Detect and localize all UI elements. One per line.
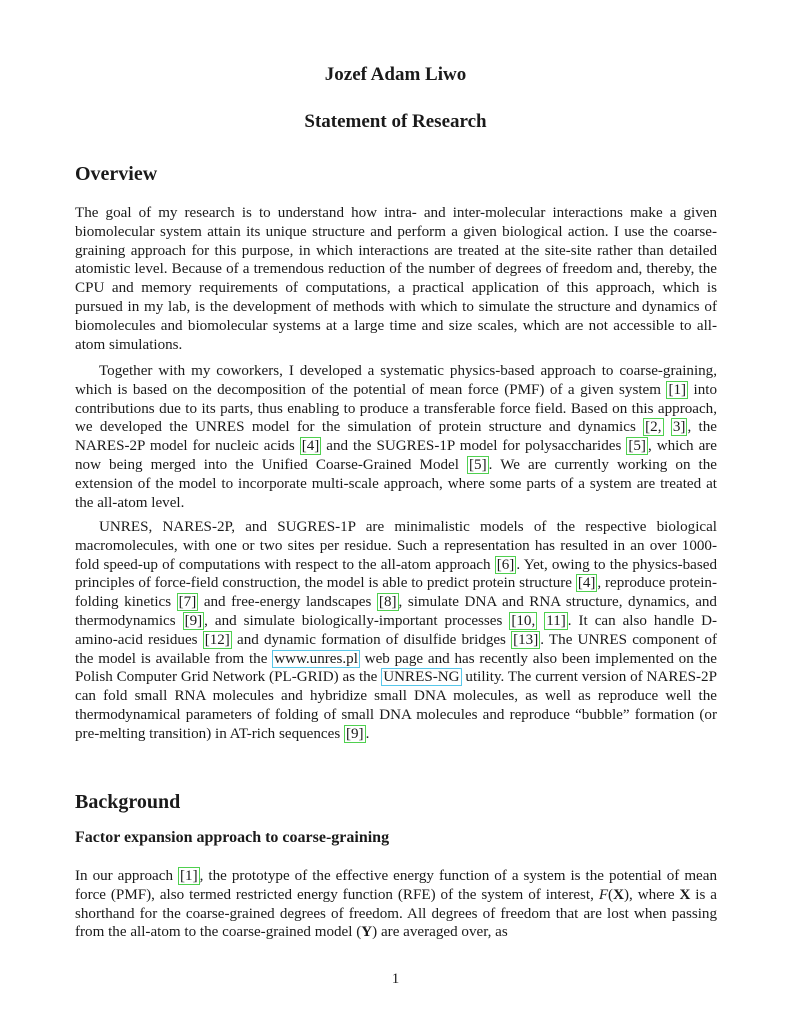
text-run: ), where [623, 886, 680, 903]
text-run: , and simulate biologically-important processes [204, 612, 510, 629]
text-run: , simulate DNA and RNA structure, dynamics, and thermodynamics [75, 594, 717, 629]
text-run: UNRES, NARES-2P, and SUGRES-1P are minimalistic models of the respective biological macromolecules, with one or two sites per residue. Such a representation has resulted in an over 1000-fold speed-up of computations with respect to the all-atom approach [75, 519, 717, 573]
text-run: ) are averaged over, as [372, 924, 508, 941]
paragraph-overview-3 [75, 518, 717, 744]
citation-link[interactable]: 3] [672, 419, 686, 436]
text-run: Together with my coworkers, I developed a systematic physics-based approach to coarse-graining, which is based on the decomposition of the potential of mean force (PMF) of a given system [75, 363, 717, 398]
citation-link[interactable]: [12] [204, 631, 230, 648]
citation-link[interactable]: 11] [546, 612, 566, 629]
paragraph-background-1 [75, 867, 717, 942]
citation-link[interactable]: [9] [345, 725, 364, 742]
text-run: In our approach [75, 868, 178, 884]
citation-link[interactable]: [5] [628, 438, 646, 455]
citation-link[interactable]: [2, [645, 419, 662, 436]
math-symbol-x: X [679, 886, 691, 903]
text-run: . We are currently working on the extension of the model to incorporate multi-scale approach, where some parts of a system are treated at the all-atom level. [75, 456, 717, 511]
text-run: , reproduce protein-folding kinetics [75, 575, 717, 611]
text-run: utility. The current version of NARES-2P can fold small RNA molecules and hybridize small DNA molecules, as well as reproduce well the thermodynamical parameters of folding of small DNA molecules and reproduce “bubble” formation (or pre-melting transition) in AT-rich sequences [75, 669, 717, 742]
unres-ng-link[interactable]: UNRES-NG [383, 669, 460, 686]
citation-link[interactable]: [10, [511, 612, 536, 629]
citation-link[interactable]: [13] [513, 631, 539, 648]
text-run: into contributions due to its parts, thus enabling to produce a transferable force field. Based on this approach, we developed the UNRES model for the simulation of protein structure and dynamics [75, 381, 717, 436]
author-name: Jozef Adam Liwo [324, 64, 467, 85]
text-run: , which are now being merged into the Unified Coarse-Grained Model [75, 438, 718, 473]
citation-link[interactable]: [8] [378, 594, 397, 611]
math-symbol-y: Y [361, 924, 373, 941]
citation-link[interactable]: [7] [178, 594, 197, 611]
text-run: , the NARES-2P model for nucleic acids [75, 419, 717, 455]
math-symbol-x: X [613, 886, 624, 903]
text-run [664, 419, 671, 435]
section-heading-background: Background [75, 791, 181, 813]
citation-link[interactable]: [4] [577, 575, 596, 592]
text-run: is a shorthand for the coarse-grained degrees of freedom. All degrees of freedom that are lost when passing from the all-atom to the coarse-grained model ( [75, 886, 717, 941]
text-run: and free-energy landscapes [198, 594, 377, 611]
text-run: , the prototype of the effective energy function of a system is the potential of mean force (PMF), also termed restricted energy function (RFE) of the system of interest, [75, 868, 718, 903]
text-run: . It can also handle D-amino-acid residues [75, 612, 717, 648]
citation-link[interactable]: [4] [301, 438, 320, 455]
text-run: . The UNRES component of the model is available from the [75, 631, 718, 667]
page-number: 1 [391, 971, 400, 987]
citation-link[interactable]: [1] [668, 381, 687, 398]
subsection-heading-factor-expansion: Factor expansion approach to coarse-graining [75, 829, 390, 846]
unres-website-link[interactable]: www.unres.pl [274, 650, 358, 667]
text-run: and the SUGRES-1P model for polysaccharides [321, 438, 627, 455]
text-run: web page and has recently also been implemented on the Polish Computer Grid Network (PL-GRID) as the [75, 650, 717, 686]
section-heading-overview: Overview [75, 163, 158, 185]
text-run: and dynamic formation of disulfide bridges [231, 631, 512, 648]
text-run: . Yet, owing to the physics-based principles of force-field construction, the model is able to predict protein structure [75, 556, 717, 592]
document-title: Statement of Research [304, 111, 487, 132]
paragraph-overview-2 [75, 362, 717, 512]
citation-link[interactable]: [1] [180, 868, 198, 884]
paragraph-overview-1: The goal of my research is to understand how intra- and inter-molecular interactions make a given biomolecular system attain its unique structure and perform a given biological action. I use the coarse-graining approach for this purpose, in which interactions are treated at the site-site rather than detailed atomistic level. Because of a tremendous reduction of the number of degrees of freedom and, thereby, the CPU and memory requirements of computations, a practical application of this approach, which is pursued in my lab, is the development of methods with which to simulate the structure and dynamics of biomolecules and biomolecular systems at a large time and size scales, which are not accessible to all-atom simulations. [75, 205, 717, 353]
citation-link[interactable]: [5] [469, 456, 487, 473]
citation-link[interactable]: [9] [184, 612, 203, 629]
math-symbol-f: F [598, 886, 609, 903]
citation-link[interactable]: [6] [496, 556, 515, 573]
text-run: . [365, 725, 370, 742]
text-run: ( [608, 886, 614, 903]
